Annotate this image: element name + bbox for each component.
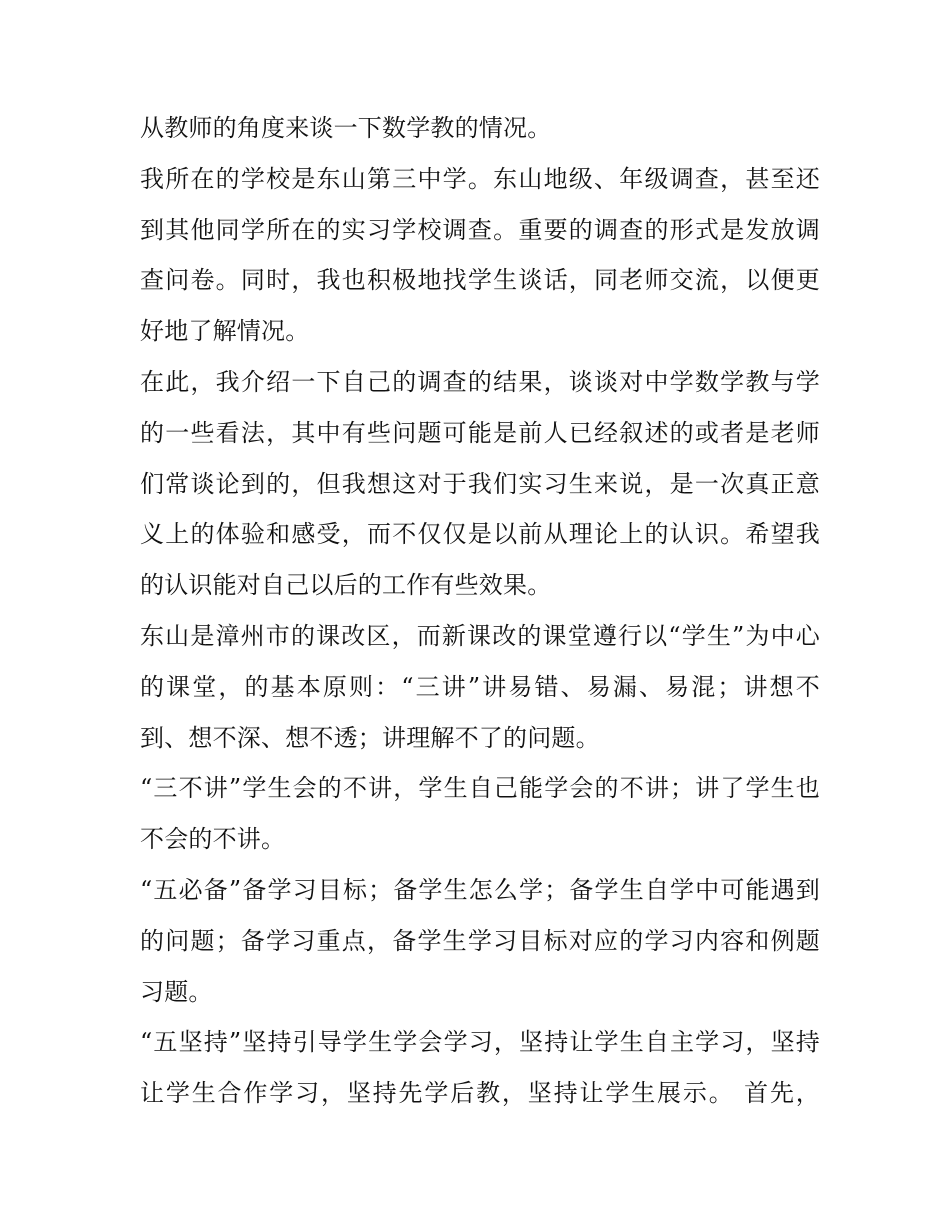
- text-line: 东山是漳州市的课改区，而新课改的课堂遵行以“学生”为中心: [140, 621, 820, 650]
- text-line: 从教师的角度来谈一下数学教的情况。: [140, 114, 552, 142]
- text-line: 习题。: [140, 977, 213, 1006]
- text-line: 义上的体验和感受，而不仅仅是以前从理论上的认识。希望我: [140, 520, 820, 549]
- text-line: 让学生合作学习，坚持先学后教，坚持让学生展示。 首先，: [140, 1079, 820, 1108]
- text-line: 的认识能对自己以后的工作有些效果。: [140, 571, 552, 600]
- text-line: 的问题；备学习重点，备学生学习目标对应的学习内容和例题: [140, 926, 820, 955]
- text-line: “三不讲”学生会的不讲，学生自己能学会的不讲；讲了学生也: [140, 774, 820, 803]
- text-line: 到、想不深、想不透；讲理解不了的问题。: [140, 723, 600, 752]
- text-line: “五必备”备学习目标；备学生怎么学；备学生自学中可能遇到: [140, 875, 820, 904]
- text-line: 在此，我介绍一下自己的调查的结果，谈谈对中学数学教与学: [140, 367, 820, 396]
- text-line: 好地了解情况。: [140, 317, 310, 346]
- body-text: [140, 103, 820, 1119]
- text-line: 的课堂，的基本原则：“三讲”讲易错、易漏、易混；讲想不: [140, 672, 820, 701]
- text-line: 到其他同学所在的实习学校调查。重要的调查的形式是发放调: [140, 215, 820, 244]
- text-line: 不会的不讲。: [140, 825, 286, 854]
- text-line: 们常谈论到的，但我想这对于我们实习生来说，是一次真正意: [140, 469, 820, 498]
- text-line: “五坚持”坚持引导学生学会学习，坚持让学生自主学习，坚持: [140, 1028, 820, 1057]
- text-line: 的一些看法，其中有些问题可能是前人已经叙述的或者是老师: [140, 418, 820, 447]
- text-line: 我所在的学校是东山第三中学。东山地级、年级调查，甚至还: [140, 164, 820, 193]
- text-line: 查问卷。同时，我也积极地找学生谈话，同老师交流，以便更: [140, 266, 820, 295]
